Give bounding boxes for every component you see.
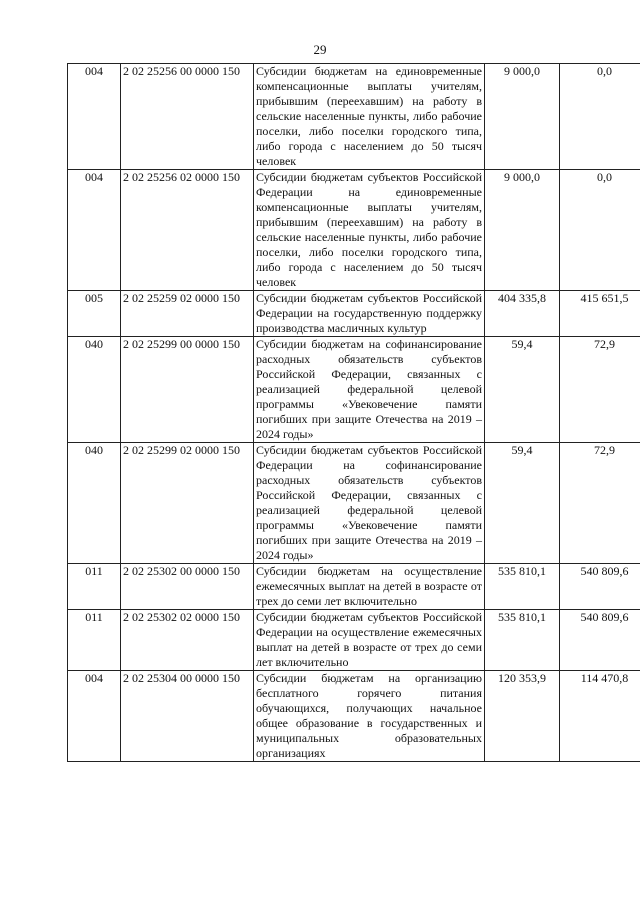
budget-code-cell: 2 02 25302 02 0000 150 xyxy=(121,610,254,671)
amount-year-2-cell: 540 809,6 xyxy=(560,610,640,671)
table-row xyxy=(68,564,640,610)
amount-year-2-cell: 540 809,6 xyxy=(560,564,640,610)
page-number: 29 xyxy=(313,42,327,57)
amount-year-2-cell: 0,0 xyxy=(560,170,640,291)
budget-code-cell: 2 02 25299 00 0000 150 xyxy=(121,337,254,443)
budget-table-body xyxy=(68,64,640,762)
budget-code-cell: 2 02 25304 00 0000 150 xyxy=(121,671,254,762)
table-row xyxy=(68,170,640,291)
budget-code-cell: 2 02 25256 00 0000 150 xyxy=(121,64,254,170)
amount-year-1-cell: 535 810,1 xyxy=(485,610,560,671)
income-name-cell: Субсидии бюджетам субъектов Российской Федерации на софинансирование расходных обязательств субъектов Российской Федерации, связанных с реализацией федеральной целевой программы «Увековечение памяти погибших при защите Отечества на 2019 – 2024 годы» xyxy=(254,443,485,564)
table-row xyxy=(68,671,640,762)
table-row xyxy=(68,337,640,443)
budget-code-cell: 2 02 25256 02 0000 150 xyxy=(121,170,254,291)
admin-code-cell: 040 xyxy=(68,337,121,443)
budget-code-cell: 2 02 25302 00 0000 150 xyxy=(121,564,254,610)
income-name-cell: Субсидии бюджетам субъектов Российской Федерации на осуществление ежемесячных выплат на детей в возрасте от трех до семи лет включительно xyxy=(254,610,485,671)
table-row xyxy=(68,443,640,564)
amount-year-2-cell: 415 651,5 xyxy=(560,291,640,337)
admin-code-cell: 011 xyxy=(68,564,121,610)
admin-code-cell: 005 xyxy=(68,291,121,337)
amount-year-1-cell: 120 353,9 xyxy=(485,671,560,762)
income-name-cell: Субсидии бюджетам субъектов Российской Федерации на государственную поддержку производства масличных культур xyxy=(254,291,485,337)
income-name-cell: Субсидии бюджетам субъектов Российской Федерации на единовременные компенсационные выплаты учителям, прибывшим (переехавшим) на работу в сельские населенные пункты, либо рабочие поселки, либо поселки городского типа, либо города с населением до 50 тысяч человек xyxy=(254,170,485,291)
amount-year-2-cell: 0,0 xyxy=(560,64,640,170)
income-name-cell: Субсидии бюджетам на организацию бесплатного горячего питания обучающихся, получающих начальное общее образование в государственных и муниципальных образовательных организациях xyxy=(254,671,485,762)
table-row xyxy=(68,64,640,170)
budget-code-cell: 2 02 25299 02 0000 150 xyxy=(121,443,254,564)
income-name-cell: Субсидии бюджетам на осуществление ежемесячных выплат на детей в возрасте от трех до семи лет включительно xyxy=(254,564,485,610)
admin-code-cell: 004 xyxy=(68,170,121,291)
amount-year-1-cell: 9 000,0 xyxy=(485,170,560,291)
amount-year-2-cell: 72,9 xyxy=(560,443,640,564)
amount-year-1-cell: 59,4 xyxy=(485,337,560,443)
amount-year-2-cell: 72,9 xyxy=(560,337,640,443)
amount-year-1-cell: 404 335,8 xyxy=(485,291,560,337)
amount-year-1-cell: 9 000,0 xyxy=(485,64,560,170)
amount-year-1-cell: 535 810,1 xyxy=(485,564,560,610)
budget-code-cell: 2 02 25259 02 0000 150 xyxy=(121,291,254,337)
budget-table xyxy=(67,63,640,762)
income-name-cell: Субсидии бюджетам на единовременные компенсационные выплаты учителям, прибывшим (переехавшим) на работу в сельские населенные пункты, либо рабочие поселки, либо поселки городского типа, либо города с населением до 50 тысяч человек xyxy=(254,64,485,170)
admin-code-cell: 011 xyxy=(68,610,121,671)
table-row xyxy=(68,291,640,337)
admin-code-cell: 040 xyxy=(68,443,121,564)
income-name-cell: Субсидии бюджетам на софинансирование расходных обязательств субъектов Российской Федерации, связанных с реализацией федеральной целевой программы «Увековечение памяти погибших при защите Отечества на 2019 – 2024 годы» xyxy=(254,337,485,443)
amount-year-2-cell: 114 470,8 xyxy=(560,671,640,762)
table-row xyxy=(68,610,640,671)
admin-code-cell: 004 xyxy=(68,671,121,762)
amount-year-1-cell: 59,4 xyxy=(485,443,560,564)
admin-code-cell: 004 xyxy=(68,64,121,170)
